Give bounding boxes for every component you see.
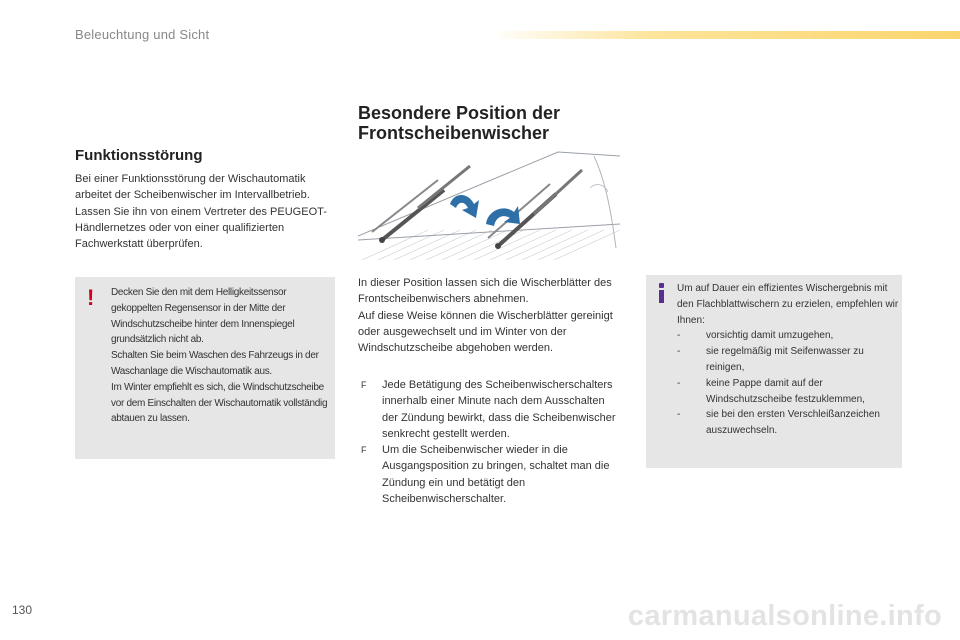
bullet-marker-icon: F — [361, 445, 367, 456]
warning-text — [111, 285, 331, 427]
info-item — [677, 407, 899, 439]
dash-marker: - — [677, 377, 681, 389]
section-header: Beleuchtung und Sicht — [75, 27, 210, 42]
info-item-text: sie bei den ersten Verschleißanzeichen auszuwechseln. — [706, 409, 880, 437]
instruction-text: Jede Betätigung des Scheibenwischerschalters innerhalb einer Minute nach dem Ausschalten der Zündung bewirkt, dass die Scheibenwischer senkrecht gestellt werden. — [382, 379, 616, 440]
dash-marker: - — [677, 409, 681, 421]
malfunction-title: Funktionsstörung — [75, 147, 203, 164]
lift-arrow-icon — [486, 206, 520, 226]
intro-paragraph: Auf diese Weise können die Wischerblätter gereinigt oder ausgewechselt und im Winter von der Windschutzscheibe abgehoben werden. — [358, 309, 613, 355]
intro-paragraph: In dieser Position lassen sich die Wischerblätter des Frontscheibenwischers abnehmen. — [358, 277, 612, 306]
header-accent-bar — [490, 31, 960, 39]
info-item-text: sie regelmäßig mit Seifenwasser zu reinigen, — [706, 346, 864, 373]
a-pillar — [594, 156, 616, 248]
info-item — [677, 344, 899, 376]
info-item-text: vorsichtig damit umzugehen, — [706, 330, 834, 342]
special-position-title: Besondere Position der Frontscheibenwischer — [358, 103, 561, 143]
instruction-item — [358, 442, 622, 507]
info-item — [677, 376, 899, 408]
malfunction-paragraph: Lassen Sie ihn von einem Vertreter des PEUGEOT-Händlernetzes oder von einer qualifizierten Fachwerkstatt überprüfen. — [75, 205, 327, 251]
malfunction-text — [75, 171, 343, 252]
info-item — [677, 328, 899, 344]
bullet-marker-icon: F — [361, 380, 367, 390]
warning-paragraph: Im Winter empfiehlt es sich, die Windschutzscheibe vor dem Einschalten der Wischautomatik vollständig abtauen zu lassen. — [111, 381, 328, 425]
info-item-text: keine Pappe damit auf der Windschutzscheibe festzuklemmen, — [706, 377, 865, 405]
warning-paragraph: Schalten Sie beim Waschen des Fahrzeugs in der Waschanlage die Wischautomatik aus. — [111, 350, 319, 377]
exclamation-icon: ! — [87, 285, 95, 310]
warning-box — [75, 277, 335, 459]
instruction-list — [358, 377, 622, 507]
watermark: carmanualsonline.info — [627, 600, 942, 632]
dash-marker: - — [677, 346, 681, 358]
mirror-outline — [590, 185, 608, 192]
lift-arrow-icon — [450, 195, 479, 218]
dash-marker: - — [677, 330, 681, 342]
warning-paragraph: Decken Sie den mit dem Helligkeitssensor gekoppelten Regensensor in der Mitte der Windschutzscheibe hinter dem Innenspiegel grundsätzlich nicht ab. — [111, 287, 295, 346]
page-number: 130 — [12, 603, 33, 617]
info-text — [677, 281, 899, 439]
wiper-illustration — [358, 148, 622, 264]
info-intro: Um auf Dauer ein effizientes Wischergebnis mit den Flachblattwischern zu erzielen, empfehlen wir Ihnen: — [677, 283, 899, 326]
info-box — [646, 275, 902, 468]
malfunction-paragraph: Bei einer Funktionsstörung der Wischautomatik arbeitet der Scheibenwischer im Intervallbetrieb. — [75, 173, 310, 202]
instruction-text: Um die Scheibenwischer wieder in die Ausgangsposition zu bringen, schaltet man die Zündung ein und betätigt den Scheibenwischerschalter. — [382, 444, 610, 506]
special-position-intro — [358, 275, 620, 356]
instruction-item — [358, 377, 622, 442]
